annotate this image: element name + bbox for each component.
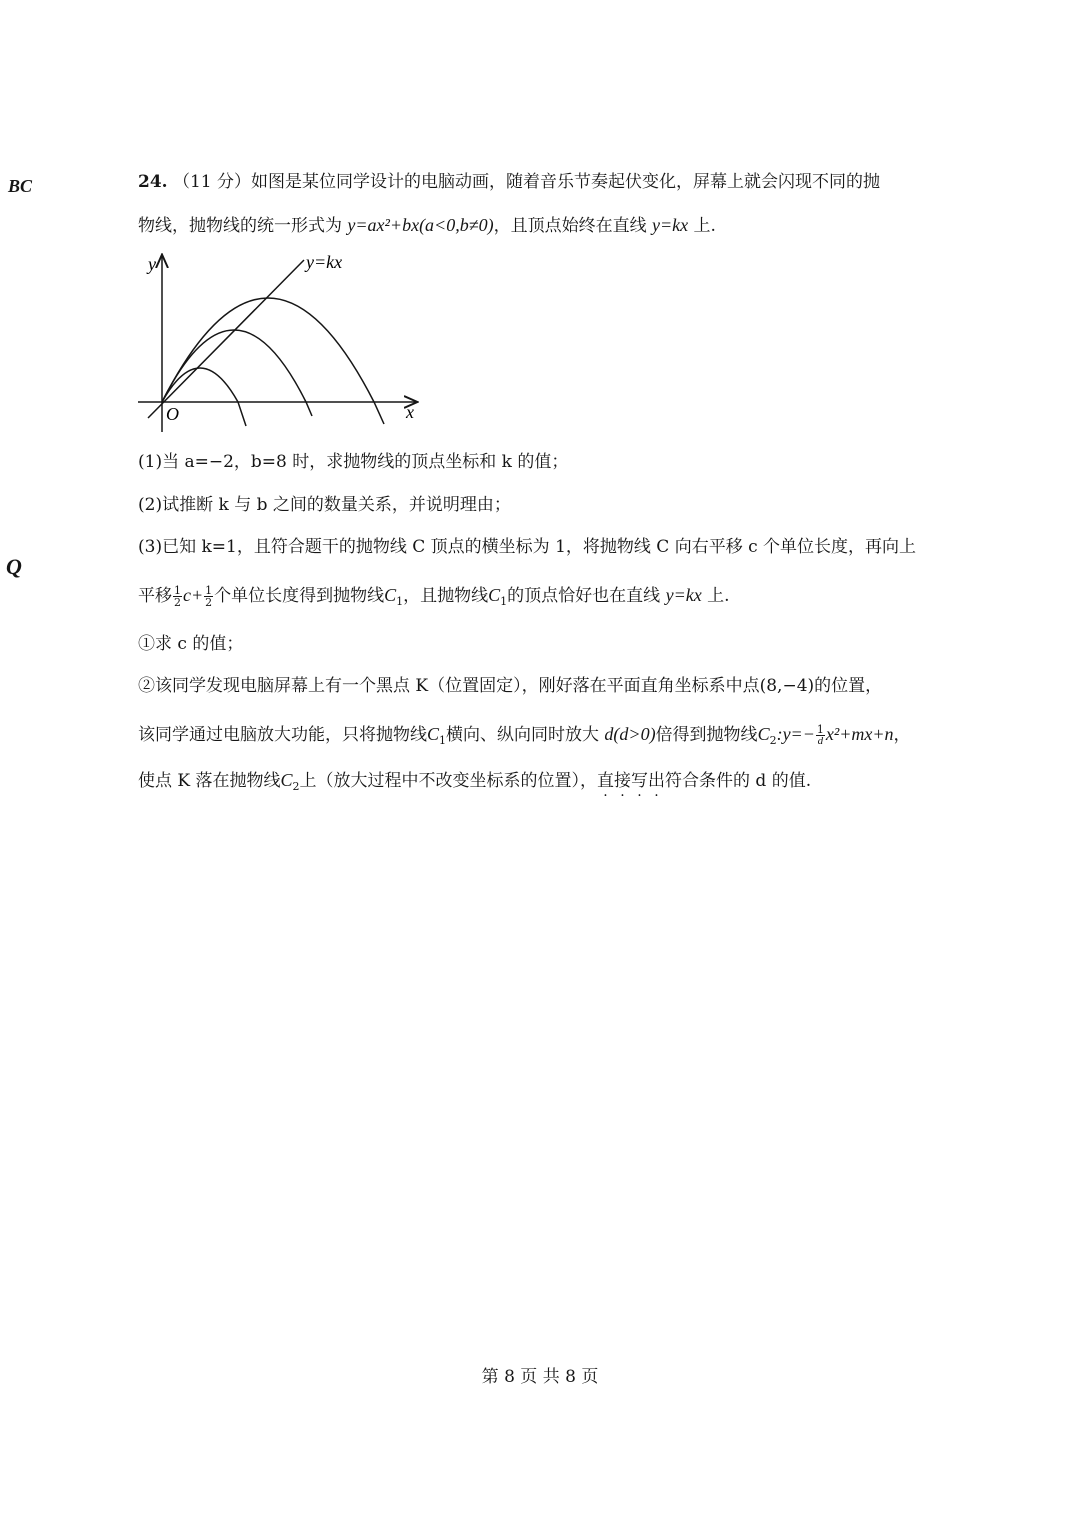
sq2-text-3a: 使点 K 落在抛物线	[138, 771, 281, 791]
question-text-2b: ，且顶点始终在直线	[493, 216, 652, 236]
curve-c2: C	[280, 770, 293, 790]
sq2-text-b: 横向、纵向同时放大	[446, 725, 605, 745]
parabola-formula: y=ax²+bx(a<0,b≠0)	[347, 215, 494, 235]
sq2-eq-start: :y=−	[776, 724, 815, 744]
emphasis-char: 出	[648, 771, 666, 791]
sq2-comma: ，	[893, 725, 911, 745]
sub-question-2-line-1: ②该同学发现电脑屏幕上有一个黑点 K（位置固定），刚好落在平面直角坐标系中点(8,−4)的位置，	[138, 676, 883, 696]
part-3-line-1: (3)已知 k=1，且符合题干的抛物线 C 顶点的横坐标为 1，将抛物线 C 向右平移 c 个单位长度，再向上	[138, 537, 917, 557]
frac-num: 1	[205, 584, 213, 597]
page-footer: 第 8 页 共 8 页	[481, 1367, 599, 1387]
fraction-half-2	[204, 585, 213, 608]
emphasis-dotted	[597, 771, 665, 791]
parabola-large	[162, 298, 384, 424]
frac-den: 2	[174, 596, 181, 609]
x-axis-label: x	[406, 402, 414, 422]
sub-1: 1	[500, 595, 508, 608]
frac-num: 1	[816, 723, 824, 736]
emphasis-char: 直	[597, 771, 615, 791]
parabola-figure	[138, 248, 428, 438]
sub-2: 2	[292, 780, 300, 793]
sub-1: 1	[396, 595, 404, 608]
sq2-text-3c: 符合条件的 d 的值.	[665, 771, 812, 791]
fraction-half-1	[173, 585, 182, 608]
sub-question-1: ①求 c 的值；	[138, 634, 244, 654]
question-score: （11 分）	[172, 172, 252, 192]
sub-1: 1	[439, 734, 447, 747]
p3-line-formula: y=kx	[665, 585, 702, 605]
curve-c2: C	[757, 724, 770, 744]
p3-text-g: 上.	[701, 586, 730, 606]
origin-label: O	[166, 404, 179, 424]
line-y-kx	[148, 260, 304, 418]
p3-text-a: 平移	[138, 586, 172, 606]
part-1: (1)当 a=−2，b=8 时，求抛物线的顶点坐标和 k 的值；	[138, 452, 569, 472]
p3-text-c: 个单位长度得到抛物线	[214, 586, 385, 606]
sq2-text-a: 该同学通过电脑放大功能，只将抛物线	[138, 725, 427, 745]
part-3-line-2	[138, 585, 730, 608]
sq2-d-cond: d(d>0)	[604, 724, 656, 744]
question-text-1: 如图是某位同学设计的电脑动画，随着音乐节奏起伏变化，屏幕上就会闪现不同的抛	[251, 172, 881, 192]
p3-c-plus: c+	[183, 585, 204, 605]
frac-num: 1	[174, 584, 181, 597]
emphasis-char: 接	[614, 771, 632, 791]
emphasis-char: 写	[631, 771, 649, 791]
curve-c1: C	[384, 585, 397, 605]
p3-text-d: ，且抛物线	[403, 586, 489, 606]
question-line-1	[138, 174, 880, 191]
question-line-2	[138, 216, 716, 235]
sub-question-2-line-3	[138, 771, 811, 792]
sub-2: 2	[769, 734, 777, 747]
curve-c1: C	[427, 724, 440, 744]
curve-c1: C	[488, 585, 501, 605]
frac-den: 2	[205, 596, 213, 609]
fraction-one-over-d	[816, 724, 825, 747]
sq2-text-d: 倍得到抛物线	[655, 725, 758, 745]
sq2-eq-end: x²+mx+n	[825, 724, 894, 744]
p3-text-e: 的顶点恰好也在直线	[507, 586, 666, 606]
sq2-text-3b: 上（放大过程中不改变坐标系的位置），	[299, 771, 598, 791]
frac-den: d	[817, 735, 824, 747]
margin-mark-top: BC	[8, 176, 33, 196]
question-text-2a: 物线，抛物线的统一形式为	[138, 216, 348, 236]
part-2: (2)试推断 k 与 b 之间的数量关系，并说明理由；	[138, 495, 511, 515]
margin-mark-middle: Q	[6, 554, 22, 579]
sub-question-2-line-2	[138, 724, 911, 747]
question-number: 24.	[138, 172, 168, 192]
line-formula: y=kx	[651, 215, 689, 235]
y-axis-label: y	[148, 254, 156, 274]
line-label: y=kx	[306, 252, 343, 272]
question-text-2c: 上.	[688, 216, 716, 236]
